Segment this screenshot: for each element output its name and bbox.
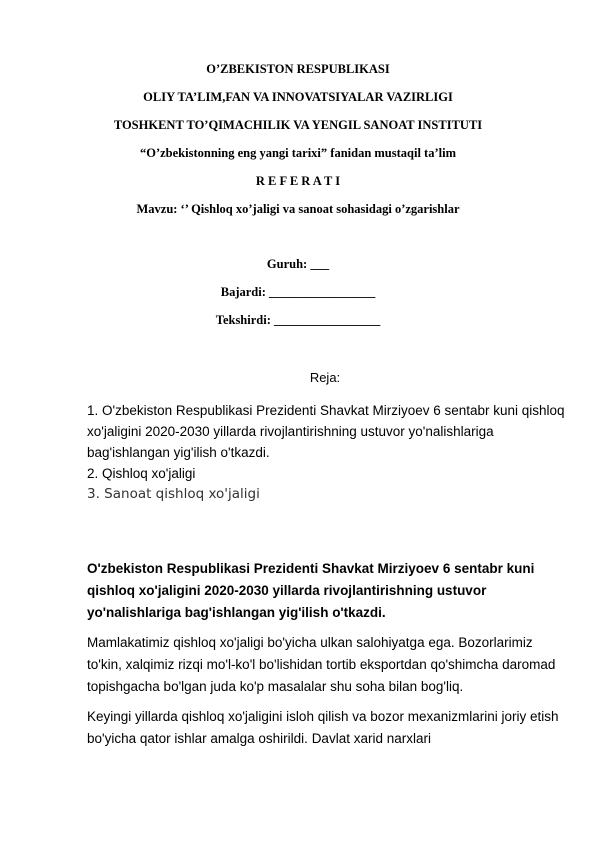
paragraph: Keyingi yillarda qishloq xo'jaligini isloh qilish va bozor mexanizmlarini joriy etish bo'yicha qator ishlar amalga oshirildi. Davlat xarid narxlari	[87, 709, 559, 746]
ministry-name: OLIY TA’LIM,FAN VA INNOVATSIYALAR VAZIRLIGI	[143, 90, 453, 104]
group-field: Guruh: ___	[266, 257, 330, 271]
body-section	[87, 558, 562, 758]
done-by-field: Bajardi: _________________	[220, 285, 376, 299]
topic-line: Mavzu: ‘’ Qishloq xo’jaligi va sanoat sohasidagi o’zgarishlar	[136, 202, 460, 216]
plan-item-1: 1. O'zbekiston Respublikasi Prezidenti Shavkat Mirziyoev 6 sentabr kuni qishloq xo'jaligini 2020-2030 yillarda rivojlantirishning ustuvor yo'nalishlariga bag'ishlangan yig'ilish o'tkazdi.	[87, 403, 565, 460]
subject-line: “O’zbekistonning eng yangi tarixi” fanidan mustaqil ta’lim	[139, 146, 456, 160]
document-title: R E F E R A T I	[255, 174, 341, 188]
plan-list	[87, 400, 567, 505]
checked-by-field: Tekshirdi: _________________	[215, 313, 381, 327]
section-heading: O'zbekiston Respublikasi Prezidenti Shavkat Mirziyoev 6 sentabr kuni qishloq xo'jaligini 2020-2030 yillarda rivojlantirishning ustuvor yo'nalishlariga bag'ishlangan yig'ilish o'tkazdi.	[87, 561, 535, 620]
plan-item-3: 3. Sanoat qishloq xo'jaligi	[87, 486, 260, 502]
paragraph: Mamlakatimiz qishloq xo'jaligi bo'yicha ulkan salohiyatga ega. Bozorlarimiz to'kin, xalqimiz rizqi mo'l-ko'l bo'lishidan tortib eksportdan qo'shimcha daromad topishgacha bo'lgan juda ko'p masalalar shu soha bilan bog'liq.	[87, 635, 556, 694]
plan-item-2: 2. Qishloq xo'jaligi	[87, 466, 196, 481]
plan-title: Reja:	[309, 370, 341, 385]
country-name: O’ZBEKISTON RESPUBLIKASI	[206, 62, 390, 76]
institute-name: TOSHKENT TO’QIMACHILIK VA YENGIL SANOAT INSTITUTI	[113, 118, 483, 132]
